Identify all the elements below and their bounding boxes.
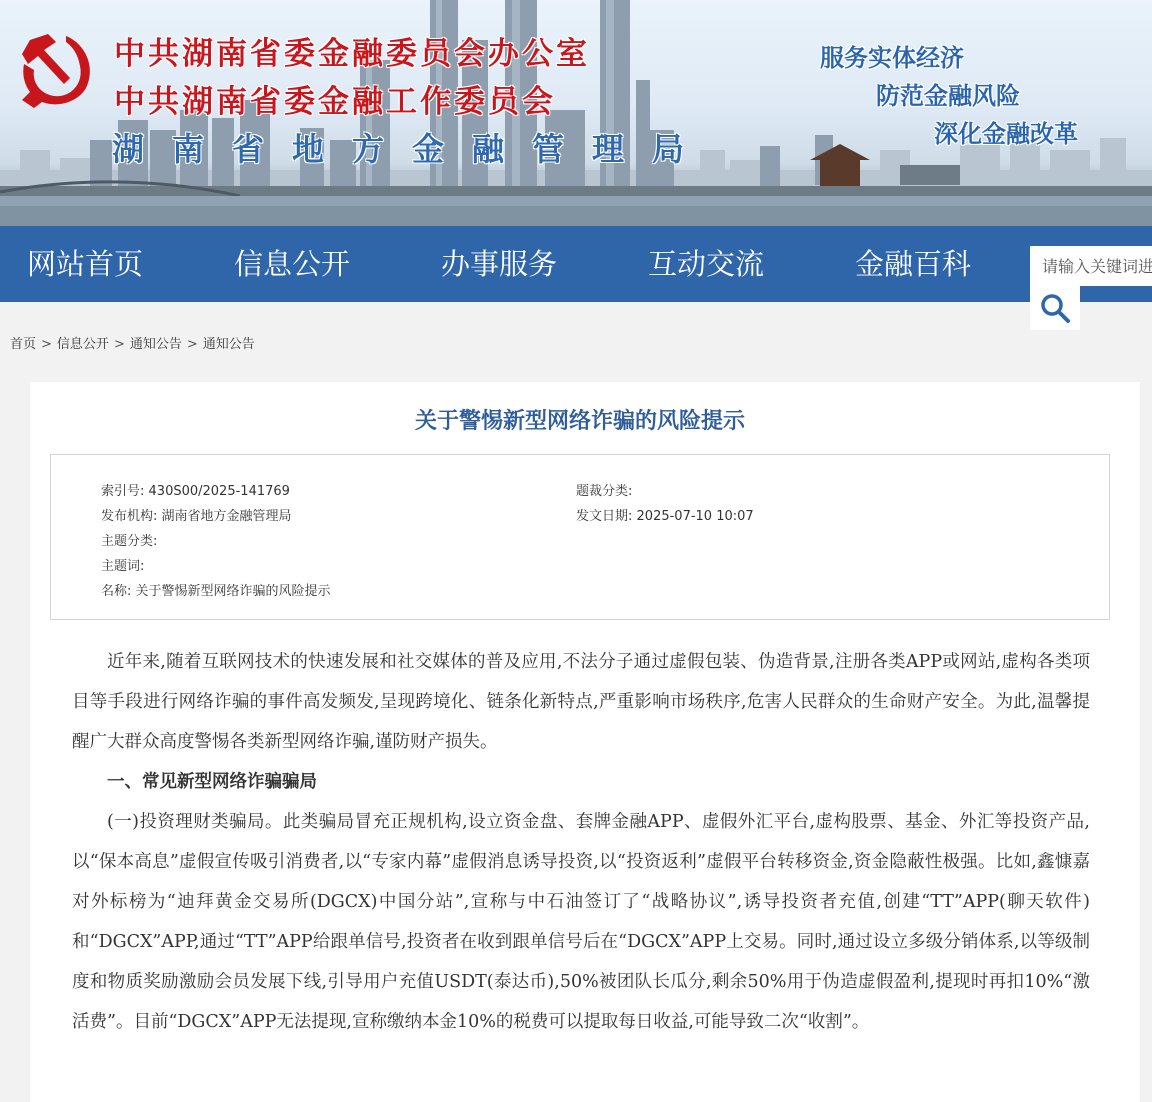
meta-index: 索引号: 430S00/2025-141769 [101,484,290,499]
meta-topic: 主题分类: [101,534,158,549]
breadcrumb: 首页 > 信息公开 > 通知公告 > 通知公告 [10,337,255,352]
breadcrumb-notices[interactable]: 通知公告 [129,337,182,352]
article-section-heading: 一、常见新型网络诈骗骗局 [107,772,317,792]
meta-publisher: 发布机构: 湖南省地方金融管理局 [101,509,292,524]
org-name-3: 湖南省地方金融管理局 [112,130,713,168]
meta-keywords: 主题词: [101,559,145,574]
document-meta-box [50,454,1110,620]
article-title: 关于警惕新型网络诈骗的风险提示 [414,409,745,434]
search-button[interactable] [1030,286,1080,330]
meta-category: 题裁分类: [576,484,633,499]
meta-date: 发文日期: 2025-07-10 10:07 [576,509,754,524]
org-name-2: 中共湖南省委金融工作委员会 [114,84,556,120]
main-nav [0,226,1152,302]
nav-item-info-disclosure[interactable]: 信息公开 [234,247,351,281]
header-banner [0,0,1152,226]
article-paragraph: (一)投资理财类骗局。此类骗局冒充正规机构,设立资金盘、套牌金融APP、虚假外汇平台,虚构股票、基金、外汇等投资产品,以“保本高息”虚假宣传吸引消费者,以“专家内幕”虚假消息诱导投资,以“投资返利”虚假平台转移资金,资金隐蔽性极强。比如,鑫慷嘉对外标榜为“迪拜黄金交易所(DGCX)中国分站”,宣称与中石油签订了“战略协议”,诱导投资者充值,创建“TT”APP(聊天软件)和“DGCX”APP,通过“TT”APP给跟单信号,投资者在收到跟单信号后在“DGCX”APP上交易。同时,通过设立多级分销体系,以等级制度和物质奖励激励会员发展下线,引导用户充值USDT(泰达币),50%被团队长瓜分,剩余50%用于伪造虚假盈利,提现时再扣10%“激活费”。目前“DGCX”APP无法提现,宣称缴纳本金10%的税费可以提取每日收益,可能导致二次“收割”。 [72,812,1090,1032]
nav-item-home[interactable]: 网站首页 [27,247,144,281]
org-name-1: 中共湖南省委金融委员会办公室 [114,36,590,72]
nav-item-services[interactable]: 办事服务 [441,247,558,281]
meta-name: 名称: 关于警惕新型网络诈骗的风险提示 [101,584,331,599]
search-input[interactable] [1030,246,1152,286]
party-emblem-icon [14,30,98,110]
article-body [72,642,1090,1042]
slogan-3: 深化金融改革 [934,120,1078,148]
slogan-1: 服务实体经济 [820,44,964,72]
breadcrumb-home[interactable]: 首页 [10,337,37,352]
nav-item-interaction[interactable]: 互动交流 [648,247,765,281]
search-icon [1039,292,1071,324]
slogan-2: 防范金融风险 [876,82,1020,110]
breadcrumb-current[interactable]: 通知公告 [202,337,255,352]
breadcrumb-info-disclosure[interactable]: 信息公开 [56,337,109,352]
article-paragraph: 近年来,随着互联网技术的快速发展和社交媒体的普及应用,不法分子通过虚假包装、伪造背景,注册各类APP或网站,虚构各类项目等手段进行网络诈骗的事件高发频发,呈现跨境化、链条化新特点,严重影响市场秩序,危害人民群众的生命财产安全。为此,温馨提醒广大群众高度警惕各类新型网络诈骗,谨防财产损失。 [72,652,1090,752]
nav-item-finance-wiki[interactable]: 金融百科 [855,247,972,281]
